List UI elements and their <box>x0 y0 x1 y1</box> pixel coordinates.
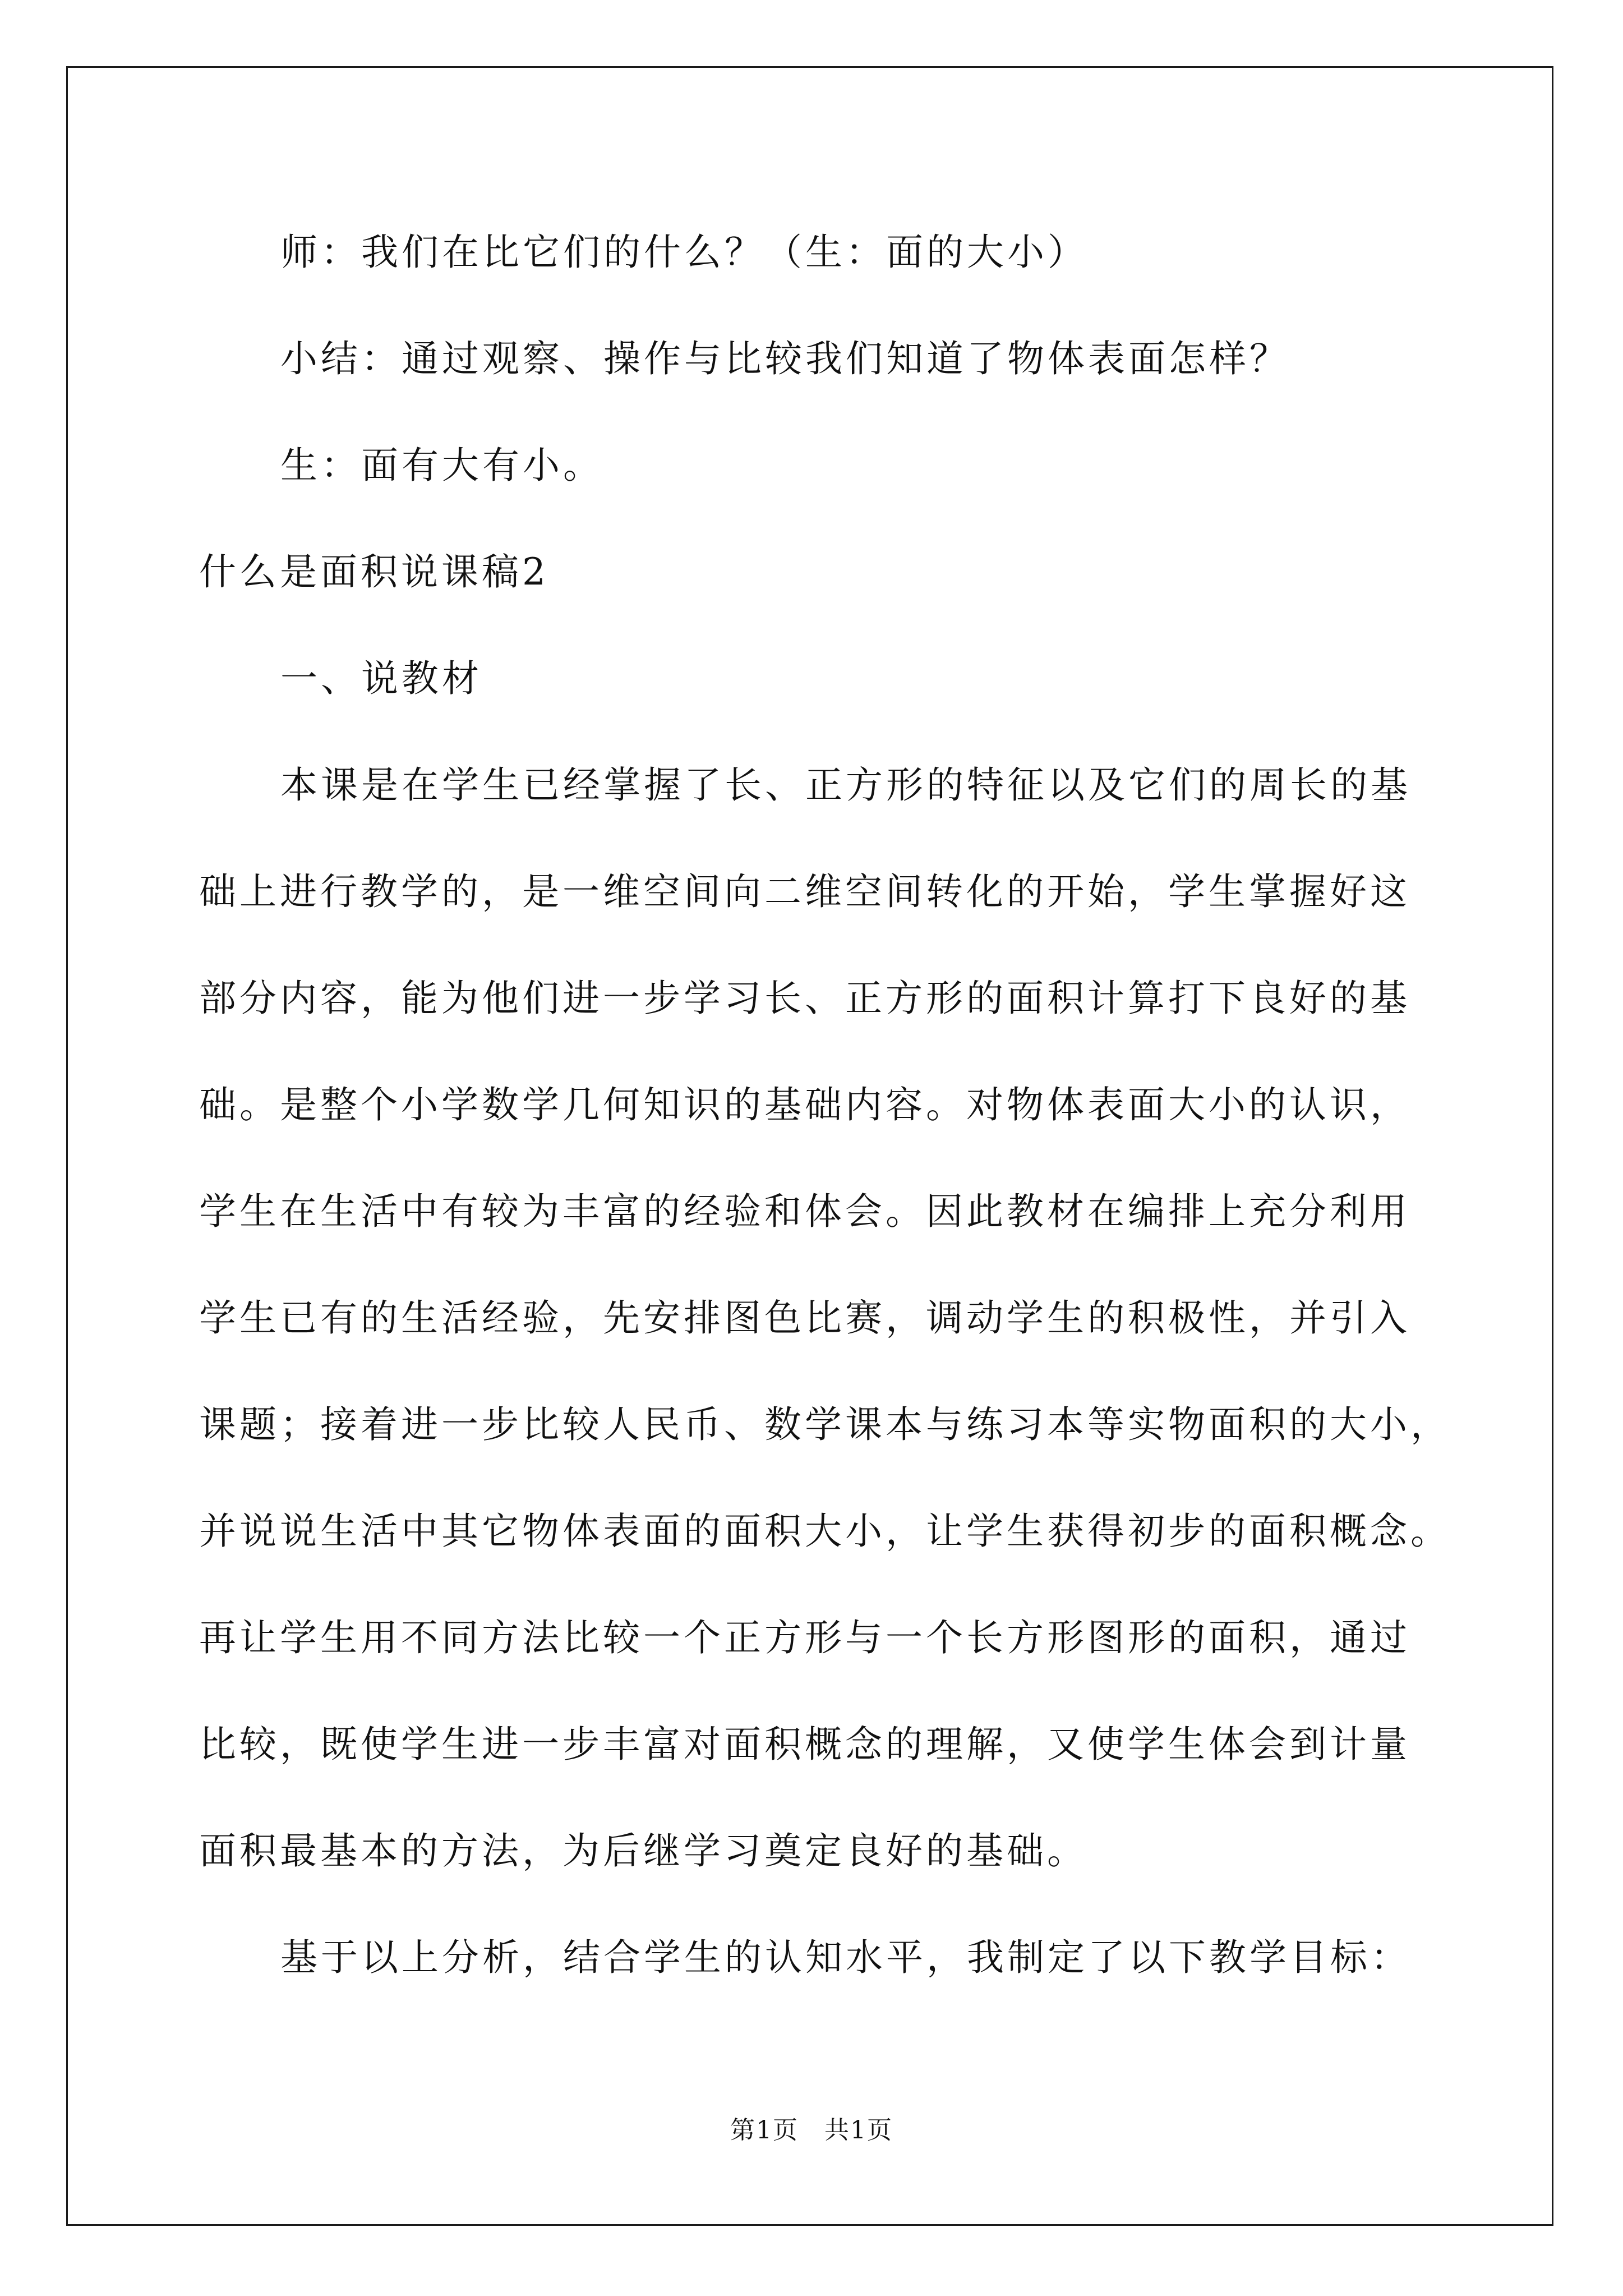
page-border <box>66 66 1553 2226</box>
body-text-line: 部分内容，能为他们进一步学习长、正方形的面积计算打下良好的基 <box>199 977 1410 1020</box>
body-text-line: 并说说生活中其它物体表面的面积大小，让学生获得初步的面积概念。 <box>199 1510 1451 1553</box>
dialogue-student-answer: 生：面有大有小。 <box>280 444 603 487</box>
subsection-heading: 一、说教材 <box>280 657 482 700</box>
section-title: 什么是面积说课稿2 <box>199 550 549 593</box>
body-text-line: 本课是在学生已经掌握了长、正方形的特征以及它们的周长的基 <box>280 763 1411 807</box>
page-footer: 第1页 共1页 <box>730 2116 893 2145</box>
body-text-line: 再让学生用不同方法比较一个正方形与一个长方形图形的面积，通过 <box>199 1616 1410 1659</box>
body-text-line: 基于以上分析，结合学生的认知水平，我制定了以下教学目标： <box>280 1936 1411 1979</box>
body-text-line: 础。是整个小学数学几何知识的基础内容。对物体表面大小的认识， <box>199 1083 1410 1126</box>
body-text-line: 面积最基本的方法，为后继学习奠定良好的基础。 <box>199 1829 1087 1872</box>
dialogue-teacher-question: 师：我们在比它们的什么？（生：面的大小） <box>280 231 1088 274</box>
body-text-line: 课题；接着进一步比较人民币、数学课本与练习本等实物面积的大小， <box>199 1403 1451 1446</box>
body-text-line: 学生在生活中有较为丰富的经验和体会。因此教材在编排上充分利用 <box>199 1190 1410 1233</box>
body-text-line: 比较，既使学生进一步丰富对面积概念的理解，又使学生体会到计量 <box>199 1723 1410 1766</box>
body-text-line: 学生已有的生活经验，先安排图色比赛，调动学生的积极性，并引入 <box>199 1296 1410 1340</box>
summary-line: 小结：通过观察、操作与比较我们知道了物体表面怎样？ <box>280 337 1290 380</box>
body-text-line: 础上进行教学的，是一维空间向二维空间转化的开始，学生掌握好这 <box>199 870 1410 913</box>
